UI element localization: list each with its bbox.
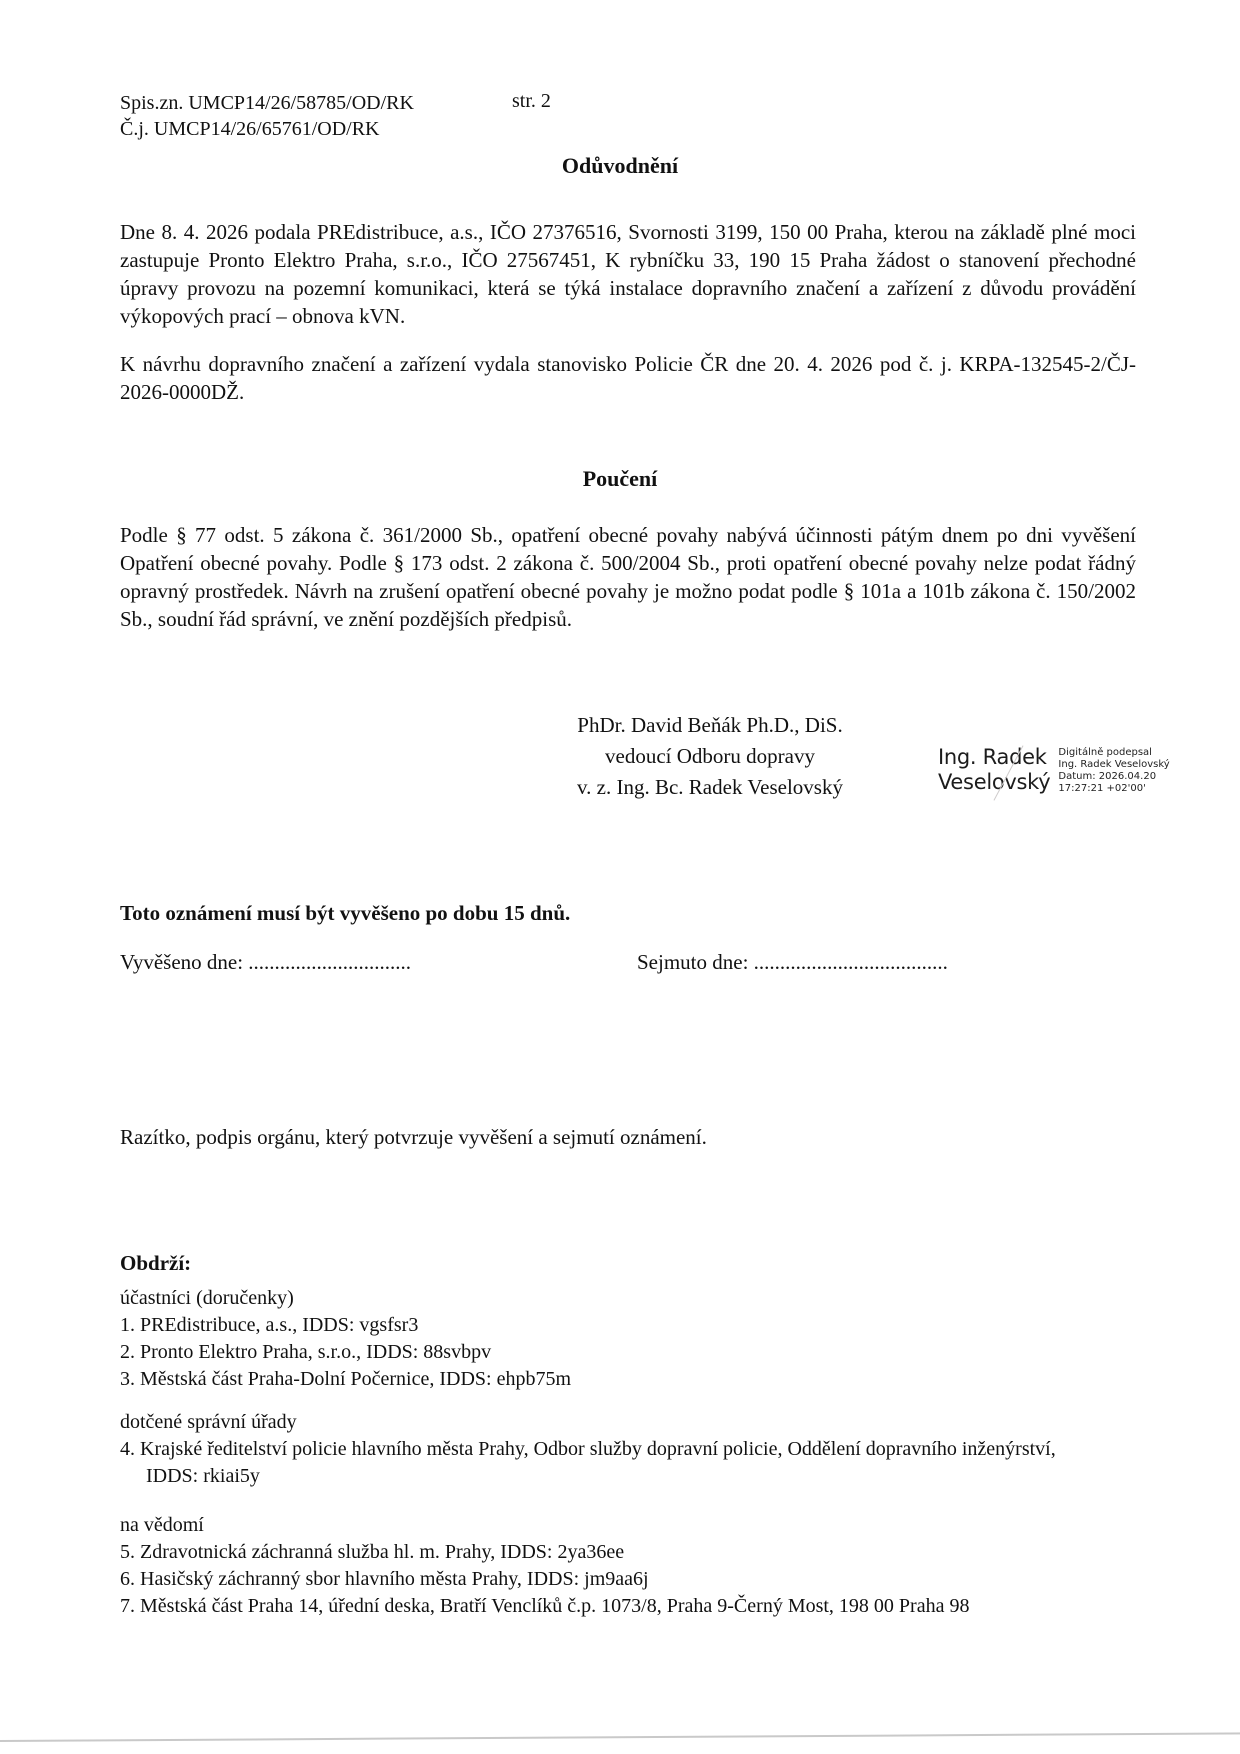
digital-signature-note-line2: Ing. Radek Veselovský <box>1058 759 1170 770</box>
document-header <box>120 90 414 142</box>
pouceni-paragraph: Podle § 77 odst. 5 zákona č. 361/2000 Sb., opatření obecné povahy nabývá účinnosti pátým dnem po dni vyvěšení Opatření obecné povahy. Podle § 173 odst. 2 zákona č. 500/2004 Sb., proti opatření obecné povahy nelze podat řádný opravný prostředek. Návrh na zrušení opatření obecné povahy je možno podat podle § 101a a 101b zákona č. 150/2002 Sb., soudní řád správní, ve znění pozdějších předpisů. <box>120 523 1136 631</box>
signatory-deputy: v. z. Ing. Bc. Radek Veselovský <box>577 775 843 799</box>
digital-signature-details <box>1058 745 1169 795</box>
digital-signature-stamp <box>938 745 1170 795</box>
signatory-title: vedoucí Odboru dopravy <box>605 744 815 768</box>
recipient-item: 6. Hasičský záchranný sbor hlavního města Prahy, IDDS: jm9aa6j <box>120 1568 649 1590</box>
recipients-group-authorities <box>120 1409 1088 1490</box>
recipients-group-participants <box>120 1285 1110 1393</box>
ref-number-line: Č.j. UMCP14/26/65761/OD/RK <box>120 118 380 140</box>
oduvodneni-paragraph-2: K návrhu dopravního značení a zařízení vydala stanovisko Policie ČR dne 20. 4. 2026 pod č. j. KRPA-132545-2/ČJ-2026-0000DŽ. <box>120 352 1136 404</box>
recipients-group-fyi <box>120 1512 1130 1620</box>
recipients-group2-label: dotčené správní úřady <box>120 1411 297 1433</box>
recipient-item: 1. PREdistribuce, a.s., IDDS: vgsfsr3 <box>120 1314 419 1336</box>
section-heading-oduvodneni: Odůvodnění <box>561 153 679 178</box>
oduvodneni-paragraph-1: Dne 8. 4. 2026 podala PREdistribuce, a.s., IČO 27376516, Svornosti 3199, 150 00 Praha, kterou na základě plné moci zastupuje Pronto Elektro Praha, s.r.o., IČO 27567451, K rybníčku 33, 190 15 Praha žádost o stanovení přechodné úpravy provozu na pozemní komunikaci, která se týká instalace dopravního značení a zařízení z důvodu provádění výkopových prací – obnova kVN. <box>120 220 1136 328</box>
page-number: str. 2 <box>512 90 551 112</box>
stamp-confirmation-line: Razítko, podpis orgánu, který potvrzuje vyvěšení a sejmutí oznámení. <box>120 1125 707 1149</box>
digital-signer-name <box>938 745 1050 795</box>
posted-date-line: Vyvěšeno dne: ............................... <box>120 950 412 974</box>
removed-date-line: Sejmuto dne: ..................................... <box>637 950 948 974</box>
recipients-group1-label: účastníci (doručenky) <box>120 1287 294 1309</box>
section-heading-pouceni: Poučení <box>582 466 658 491</box>
posting-duration-line: Toto oznámení musí být vyvěšeno po dobu 15 dnů. <box>120 901 571 925</box>
recipients-group3-label: na vědomí <box>120 1514 204 1536</box>
recipients-heading: Obdrží: <box>120 1251 192 1275</box>
recipient-item: 7. Městská část Praha 14, úřední deska, Bratří Venclíků č.p. 1073/8, Praha 9-Černý Most, 198 00 Praha 98 <box>120 1595 970 1617</box>
recipient-item: 3. Městská část Praha-Dolní Počernice, IDDS: ehpb75m <box>120 1368 572 1390</box>
signature-block <box>520 710 900 803</box>
signatory-name: PhDr. David Beňák Ph.D., DiS. <box>577 713 843 737</box>
digital-signer-name-line1: Ing. Radek <box>938 745 1047 769</box>
recipient-item: 4. Krajské ředitelství policie hlavního města Prahy, Odbor služby dopravní policie, Oddělení dopravního inženýrství, IDDS: rkiai5y <box>120 1438 1056 1487</box>
digital-signer-name-line2: Veselovský <box>938 770 1051 794</box>
digital-signature-note-line1: Digitálně podepsal <box>1058 747 1152 758</box>
digital-signature-note-line3: Datum: 2026.04.20 <box>1058 771 1157 782</box>
recipient-item: 2. Pronto Elektro Praha, s.r.o., IDDS: 88svbpv <box>120 1341 492 1363</box>
digital-signature-note-line4: 17:27:21 +02'00' <box>1058 783 1146 794</box>
recipient-item: 5. Zdravotnická záchranná služba hl. m. Prahy, IDDS: 2ya36ee <box>120 1541 625 1563</box>
file-number-line: Spis.zn. UMCP14/26/58785/OD/RK <box>120 92 414 114</box>
scan-edge-line <box>0 1732 1240 1742</box>
